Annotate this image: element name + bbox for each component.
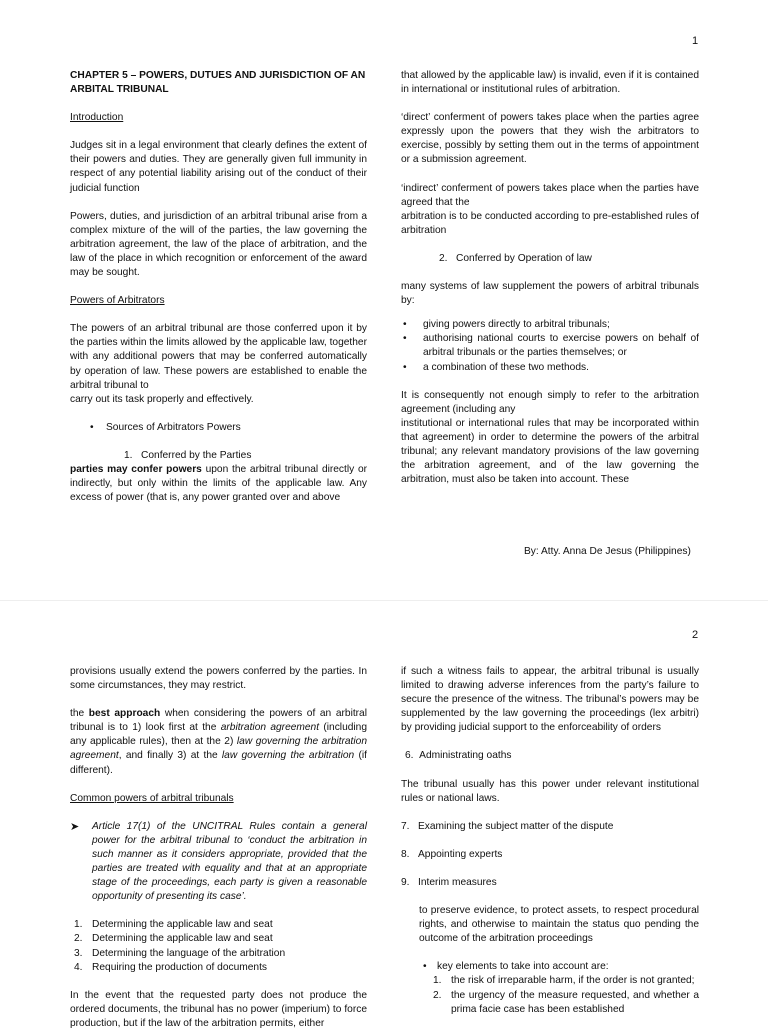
paragraph: ‘direct’ conferment of powers takes place when the parties agree expressly upon the powers that they wish the arbitrators to exercise, possibly by setting them out in the terms of appointment or a submission agreement. — [401, 112, 699, 166]
numbered-heading — [401, 252, 699, 266]
bullet-icon: • — [403, 333, 407, 345]
paragraph: The powers of an arbitral tribunal are those conferred upon it by the parties within the limits allowed by the applicable law, together with any additional powers that may be conferred automatically by operation of law. These powers are established to enable the arbitral tribunal to — [70, 323, 367, 391]
list-item — [70, 961, 367, 975]
numbered-heading — [401, 820, 699, 834]
item-text: Determining the applicable law and seat — [92, 919, 273, 931]
item-text: Conferred by Operation of law — [456, 252, 592, 264]
list-item — [429, 989, 699, 1017]
arrow-list-item — [70, 820, 367, 905]
paragraph: many systems of law supplement the powers of arbitral tribunals by: — [401, 281, 699, 307]
item-number: 2. — [439, 252, 448, 264]
item-text: Interim measures — [418, 876, 497, 888]
list-item — [401, 332, 699, 360]
bullet-list — [401, 318, 699, 374]
item-number: 4. — [74, 961, 83, 973]
paragraph: institutional or international rules that may be incorporated within that agreement) in order to determine the powers of the arbitral tribunal; any relevant mandatory provisions of the law governing the arbitration agreement, and of the law governing the arbitration, must also be taken into account. These — [401, 417, 699, 486]
item-number: 2. — [74, 933, 83, 945]
list-item-text: giving powers directly to arbitral tribunals; — [423, 319, 610, 331]
chapter-heading: CHAPTER 5 – POWERS, DUTUES AND JURISDICTION OF AN ARBITAL TRIBUNAL — [70, 70, 366, 96]
paragraph: arbitration is to be conducted according to pre-established rules of arbitration — [401, 210, 699, 236]
italic-text: law governing the arbitration agreement — [70, 736, 367, 762]
right-column — [401, 665, 699, 1017]
section-title-powers: Powers of Arbitrators — [70, 295, 165, 307]
item-number: 6. — [405, 750, 414, 762]
list-item — [401, 361, 699, 375]
list-item — [70, 918, 367, 932]
bullet-icon: • — [403, 319, 407, 331]
bullet-icon: • — [90, 421, 94, 433]
list-item — [70, 947, 367, 961]
list-item — [84, 421, 367, 435]
article-text: Article 17(1) of the UNCITRAL Rules contain a general power for the arbitral tribunal to ‘conduct the arbitration in such manner as it considers appropriate, provided that the parties are treated with equality and that at an appropriate stage of the proceedings, each party is given a reasonable opportunity of presenting its case’. — [92, 820, 367, 903]
item-number: 1. — [124, 449, 133, 461]
item-number: 1. — [74, 919, 83, 931]
item-text: Administrating oaths — [419, 750, 512, 762]
paragraph: Powers, duties, and jurisdiction of an arbitral tribunal arise from a complex mixture of the will of the parties, the law governing the arbitration agreement, the law of the place of arbitration, and the law of the place in which recognition or enforcement of the award may be sought. — [70, 210, 367, 279]
item-number: 1. — [433, 975, 442, 987]
item-number: 3. — [74, 947, 83, 959]
numbered-heading — [401, 876, 699, 890]
paragraph-text: upon the arbitral tribunal directly or indirectly, but only within the limits of the applicable law. Any excess of power (that is, any power granted over and above — [70, 463, 368, 504]
text: the — [70, 708, 89, 720]
paragraph: that allowed by the applicable law) is invalid, even if it is contained in international or institutional rules of arbitration. — [401, 70, 699, 96]
item-text: Determining the applicable law and seat — [92, 933, 273, 945]
bold-text: parties may confer powers — [70, 463, 202, 475]
paragraph: The tribunal usually has this power under relevant institutional rules or national laws. — [401, 778, 699, 804]
item-text: Examining the subject matter of the dispute — [418, 820, 614, 832]
list-item — [70, 932, 367, 946]
italic-text: law governing the arbitration — [221, 750, 355, 762]
numbered-heading — [401, 848, 699, 862]
numbered-heading — [70, 449, 367, 463]
item-text: Requiring the production of documents — [92, 961, 267, 973]
paragraph: ‘indirect’ conferment of powers takes place when the parties have agreed that the — [401, 182, 699, 208]
author-footer: By: Atty. Anna De Jesus (Philippines) — [524, 546, 691, 557]
left-column — [70, 665, 367, 1031]
paragraph: to preserve evidence, to protect assets, to respect procedural rights, and otherwise to maintain the status quo pending the outcome of the arbitration proceedings — [419, 905, 699, 945]
page-number: 2 — [692, 629, 699, 641]
text: , and finally 3) at the — [118, 750, 222, 762]
text: when considering the powers of an arbitral tribunal is to 1) look first at the — [70, 708, 367, 734]
paragraph — [70, 463, 367, 505]
numbered-list — [70, 918, 367, 974]
bullet-list — [415, 960, 699, 974]
item-text: the urgency of the measure requested, and whether a prima facie case has been established — [451, 989, 699, 1015]
text: (including any applicable rules), then at the 2) — [70, 722, 367, 748]
list-item-text: authorising national courts to exercise powers on behalf of arbitral tribunals or the parties themselves; or — [423, 333, 699, 359]
item-number: 7. — [401, 820, 410, 832]
item-number: 2. — [433, 989, 442, 1001]
paragraph: It is consequently not enough simply to refer to the arbitration agreement (including any — [401, 389, 699, 415]
right-column — [401, 69, 699, 487]
section-title-introduction: Introduction — [70, 112, 124, 124]
arrow-icon: ➤ — [70, 820, 80, 833]
left-column — [70, 69, 367, 505]
item-number: 9. — [401, 876, 410, 888]
bullet-icon: • — [423, 961, 427, 973]
paragraph: carry out its task properly and effectively. — [70, 393, 254, 405]
item-text: the risk of irreparable harm, if the order is not granted; — [451, 975, 695, 987]
item-text: Conferred by the Parties — [141, 449, 252, 461]
text: (if different). — [70, 750, 367, 776]
list-item-text: key elements to take into account are: — [437, 961, 609, 973]
item-number: 8. — [401, 848, 410, 860]
item-text: Appointing experts — [418, 848, 503, 860]
list-item — [401, 318, 699, 332]
page-number: 1 — [692, 35, 699, 47]
list-item — [415, 960, 699, 974]
item-text: Determining the language of the arbitration — [92, 947, 286, 959]
bold-text: best approach — [88, 708, 161, 720]
paragraph: if such a witness fails to appear, the arbitral tribunal is usually limited to drawing adverse inferences from the party’s failure to secure the presence of the witness. The tribunal’s powers may be supplemented by the law governing the proceedings (lex arbitri) by providing judicial support to the enforceability of orders — [401, 666, 699, 734]
section-title-common-powers: Common powers of arbitral tribunals — [70, 792, 234, 804]
list-item-text: a combination of these two methods. — [423, 361, 589, 373]
numbered-heading — [401, 749, 699, 763]
italic-text: arbitration agreement — [220, 722, 320, 734]
paragraph: provisions usually extend the powers conferred by the parties. In some circumstances, they may restrict. — [70, 666, 367, 692]
list-item — [429, 974, 699, 988]
bullet-icon: • — [403, 361, 407, 373]
paragraph: In the event that the requested party does not produce the ordered documents, the tribunal has no power (imperium) to force production, but if the law of the arbitration permits, either — [70, 989, 367, 1029]
page-2 — [0, 601, 768, 1029]
paragraph — [70, 707, 367, 777]
numbered-sublist — [429, 974, 699, 1016]
paragraph: Judges sit in a legal environment that clearly defines the extent of their powers and duties. They are generally given full immunity in respect of any potential liability arising out of the conduct of their judicial function — [70, 140, 367, 194]
list-item-text: Sources of Arbitrators Powers — [106, 421, 241, 433]
bullet-list — [84, 421, 367, 435]
